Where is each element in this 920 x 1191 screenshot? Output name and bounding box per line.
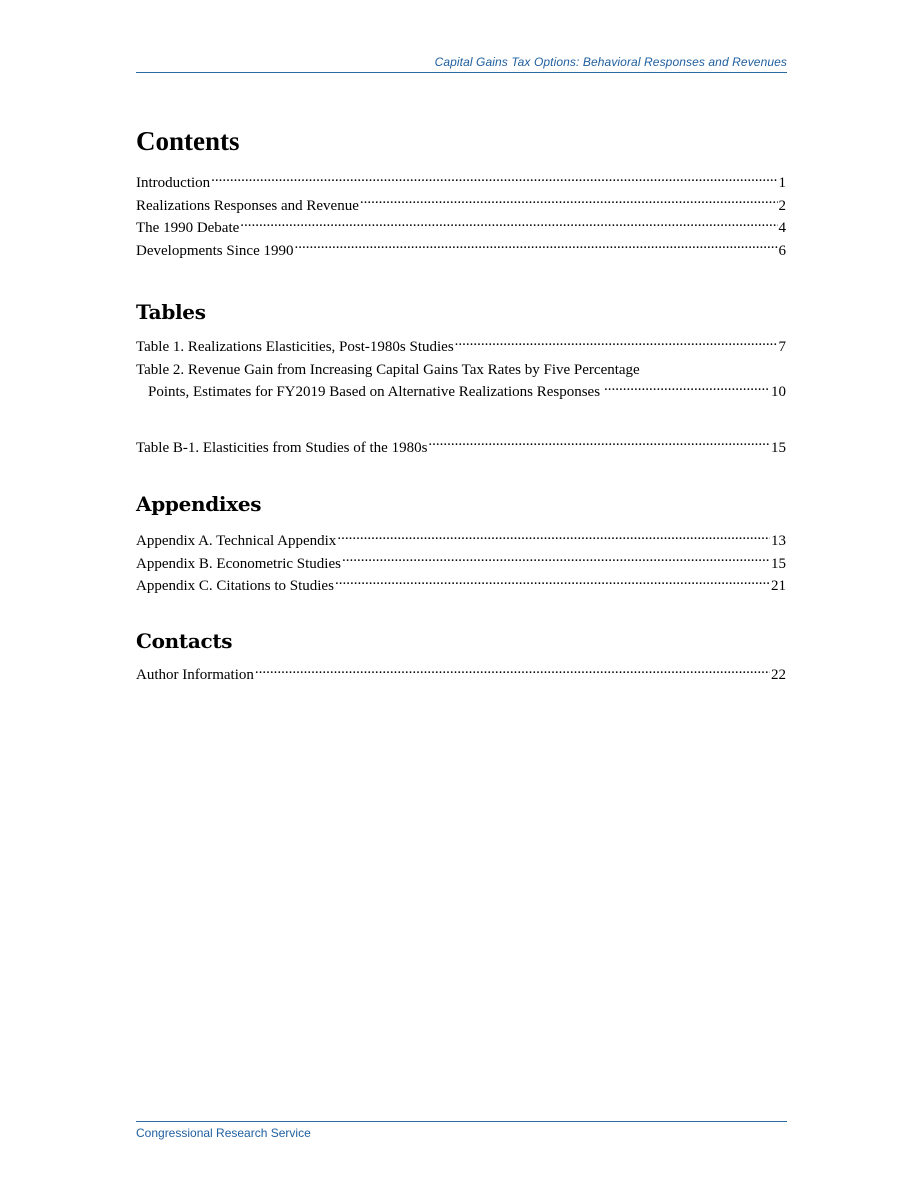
contacts-section (136, 631, 786, 687)
toc-entry-label: Developments Since 1990 (136, 242, 294, 259)
dot-leader (428, 437, 770, 452)
toc-entry-label: Appendix B. Econometric Studies (136, 555, 341, 572)
toc-entry-page: 2 (778, 197, 786, 214)
toc-entry-introduction[interactable] (136, 172, 786, 195)
tables-list (136, 336, 786, 459)
dot-leader (337, 530, 770, 545)
toc-entry-page: 15 (771, 555, 786, 572)
contents-title: Contents (136, 126, 240, 156)
toc-entry-label: The 1990 Debate (136, 220, 240, 236)
footer-organization: Congressional Research Service (136, 1126, 311, 1140)
dot-leader (294, 240, 777, 255)
toc-entry-table-2[interactable] (136, 359, 786, 404)
contacts-list (136, 664, 786, 687)
toc-entry-appendix-c[interactable] (136, 575, 786, 598)
dot-leader (360, 195, 778, 210)
dot-leader (604, 381, 770, 396)
dot-leader (255, 664, 770, 679)
toc-entry-label: Appendix A. Technical Appendix (136, 533, 337, 549)
toc-entry-page: 1 (778, 175, 786, 191)
page-footer (136, 1121, 787, 1142)
running-title: Capital Gains Tax Options: Behavioral Responses and Revenues (434, 55, 787, 69)
toc-entry-label: Table B-1. Elasticities from Studies of the 1980s (136, 439, 428, 456)
toc-entry-page: 6 (778, 242, 786, 259)
toc-entry-1990-debate[interactable] (136, 217, 786, 240)
toc-entry-label: Table 1. Realizations Elasticities, Post-1980s Studies (136, 339, 454, 355)
toc-entry-page: 22 (771, 667, 786, 683)
toc-entry-realizations-responses[interactable] (136, 195, 786, 218)
toc-entry-table-b1[interactable] (136, 437, 786, 460)
toc-entry-label-line1: Table 2. Revenue Gain from Increasing Capital Gains Tax Rates by Five Percentage (136, 361, 640, 378)
appendixes-list (136, 530, 786, 598)
toc-entry-page: 4 (778, 220, 786, 236)
toc-entry-page: 15 (771, 439, 786, 456)
toc-entry-label: Author Information (136, 667, 254, 683)
dot-leader (211, 172, 777, 187)
contents-section (136, 128, 786, 262)
toc-entry-label: Realizations Responses and Revenue (136, 197, 359, 214)
toc-entry-developments-since-1990[interactable] (136, 240, 786, 263)
tables-title: Tables (136, 300, 206, 324)
dot-leader (455, 336, 778, 351)
dot-leader (342, 553, 770, 568)
dot-leader (240, 217, 777, 232)
appendixes-section (136, 494, 786, 598)
toc-entry-table-1[interactable] (136, 336, 786, 359)
toc-entry-page: 13 (771, 533, 786, 549)
toc-entry-page: 10 (771, 384, 786, 400)
toc-entry-appendix-a[interactable] (136, 530, 786, 553)
running-header (136, 53, 787, 73)
toc-entry-appendix-b[interactable] (136, 553, 786, 576)
appendixes-title: Appendixes (136, 492, 262, 516)
toc-entry-page: 21 (771, 578, 786, 594)
toc-entry-label: Appendix C. Citations to Studies (136, 578, 334, 594)
tables-section (136, 302, 786, 459)
contacts-title: Contacts (136, 629, 233, 653)
dot-leader (335, 575, 770, 590)
toc-entry-label: Introduction (136, 175, 211, 191)
toc-entry-label-line2: Points, Estimates for FY2019 Based on Alternative Realizations Responses (148, 384, 601, 400)
toc-entry-author-information[interactable] (136, 664, 786, 687)
contents-list (136, 172, 786, 262)
toc-entry-page: 7 (778, 339, 786, 355)
